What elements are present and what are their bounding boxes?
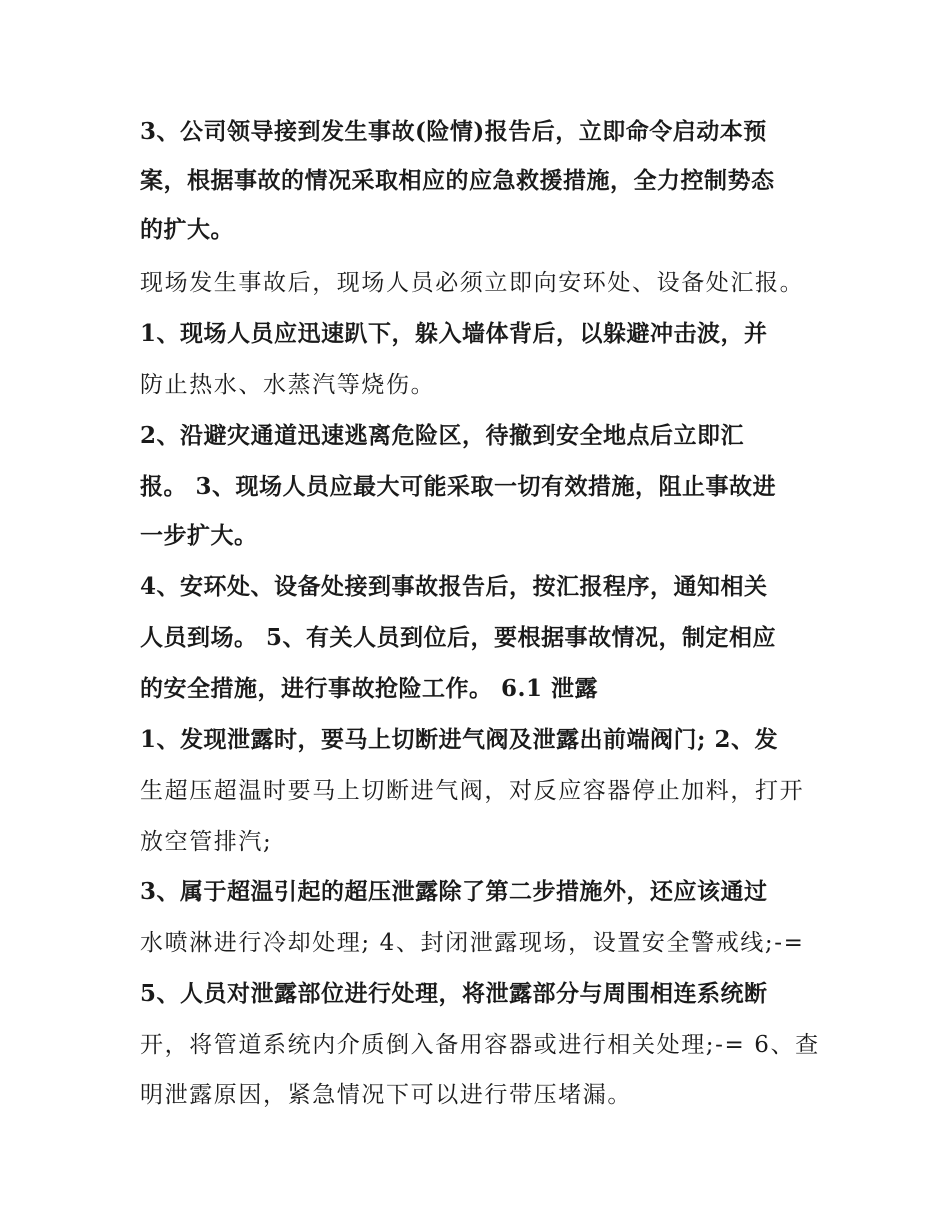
text-line-11: 人员到场。 5、有关人员到位后，要根据事故情况，制定相应	[140, 624, 777, 651]
text-line-3: 的扩大。	[140, 216, 234, 243]
text-line-18: 5、人员对泄露部位进行处理，将泄露部分与周围相连系统断	[140, 980, 768, 1007]
text-line-2: 案，根据事故的情况采取相应的应急救援措施，全力控制势态	[140, 167, 775, 194]
text-line-16: 3、属于超温引起的超压泄露除了第二步措施外，还应该通过	[140, 878, 768, 905]
text-line-20: 明泄露原因，紧急情况下可以进行带压堵漏。	[140, 1082, 632, 1108]
text-line-12: 的安全措施，进行事故抢险工作。 6.1 泄露	[140, 675, 599, 702]
text-line-1: 3、公司领导接到发生事故(险情)报告后，立即命令启动本预	[140, 118, 767, 145]
text-line-4: 现场发生事故后，现场人员必须立即向安环处、设备处汇报。	[140, 270, 805, 296]
text-line-9: 一步扩大。	[140, 522, 258, 549]
text-line-13: 1、发现泄露时，要马上切断进气阀及泄露出前端阀门; 2、发	[140, 726, 779, 753]
text-line-10: 4、安环处、设备处接到事故报告后，按汇报程序，通知相关	[140, 573, 768, 600]
text-line-15: 放空管排汽;	[140, 829, 273, 855]
text-line-19: 开，将管道系统内介质倒入备用容器或进行相关处理;-= 6、查	[140, 1032, 820, 1058]
text-line-7: 2、沿避灾通道迅速逃离危险区，待撤到安全地点后立即汇	[140, 422, 745, 449]
text-line-6: 防止热水、水蒸汽等烧伤。	[140, 372, 436, 398]
text-line-17: 水喷淋进行冷却处理; 4、封闭泄露现场，设置安全警戒线;-=	[140, 930, 805, 956]
text-line-14: 生超压超温时要马上切断进气阀，对反应容器停止加料，打开	[140, 778, 805, 804]
text-line-5: 1、现场人员应迅速趴下，躲入墙体背后，以躲避冲击波，并	[140, 320, 768, 347]
text-line-8: 报。 3、现场人员应最大可能采取一切有效措施，阻止事故进	[140, 473, 777, 500]
